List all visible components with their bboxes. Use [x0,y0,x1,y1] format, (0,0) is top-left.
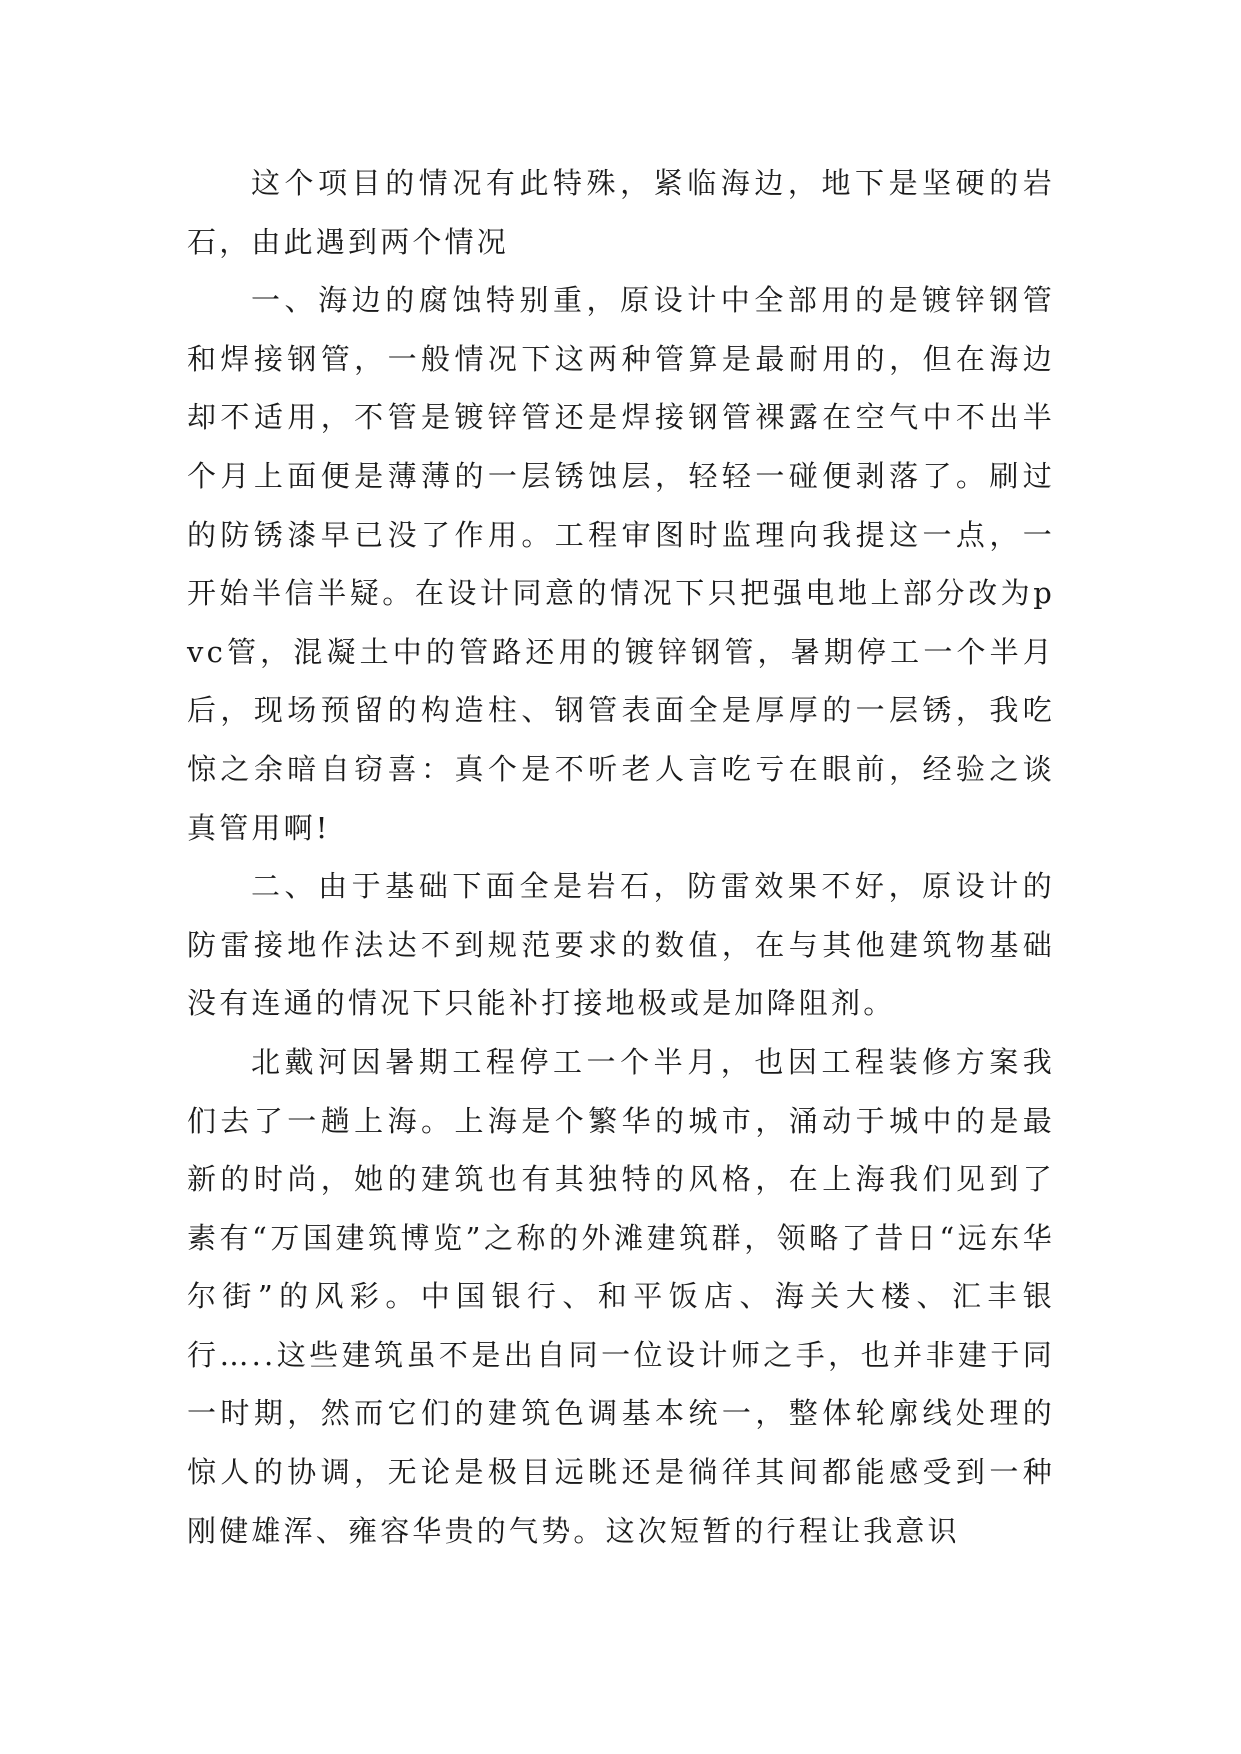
paragraph-corrosion: 一、海边的腐蚀特别重，原设计中全部用的是镀锌钢管和焊接钢管，一般情况下这两种管算是最耐用的，但在海边却不适用，不管是镀锌管还是焊接钢管裸露在空气中不出半个月上面便是薄薄的一层锈蚀层，轻轻一碰便剥落了。刷过的防锈漆早已没了作用。工程审图时监理向我提这一点，一开始半信半疑。在设计同意的情况下只把强电地上部分改为pvc管，混凝土中的管路还用的镀锌钢管，暑期停工一个半月后，现场预留的构造柱、钢管表面全是厚厚的一层锈，我吃惊之余暗自窃喜：真个是不听老人言吃亏在眼前，经验之谈真管用啊! [187,283,1055,845]
document-body [187,154,1055,1560]
paragraph-intro: 这个项目的情况有此特殊，紧临海边，地下是坚硬的岩石，由此遇到两个情况 [187,166,1055,259]
paragraph-lightning-protection: 二、由于基础下面全是岩石，防雷效果不好，原设计的防雷接地作法达不到规范要求的数值，在与其他建筑物基础没有连通的情况下只能补打接地极或是加降阻剂。 [187,869,1055,1021]
paragraph-shanghai-trip: 北戴河因暑期工程停工一个半月，也因工程装修方案我们去了一趟上海。上海是个繁华的城市，涌动于城中的是最新的时尚，她的建筑也有其独特的风格，在上海我们见到了素有“万国建筑博览”之称的外滩建筑群，领略了昔日“远东华尔街”的风彩。中国银行、和平饭店、海关大楼、汇丰银行…..这些建筑虽不是出自同一位设计师之手，也并非建于同一时期，然而它们的建筑色调基本统一，整体轮廓线处理的惊人的协调，无论是极目远眺还是徜徉其间都能感受到一种刚健雄浑、雍容华贵的气势。这次短暂的行程让我意识 [187,1044,1055,1548]
